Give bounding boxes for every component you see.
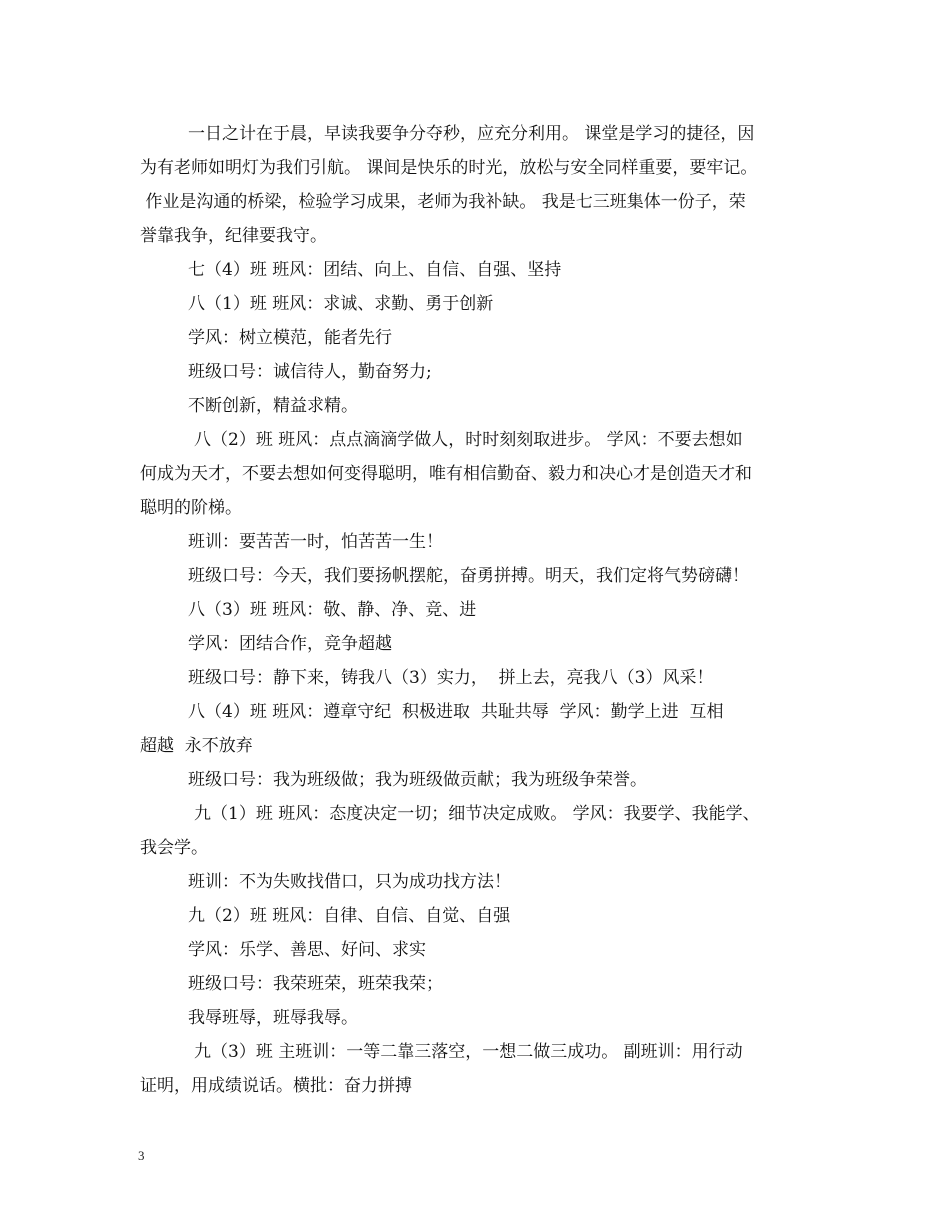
text-line: 何成为天才，不要去想如何变得聪明，唯有相信勤奋、毅力和决心才是创造天才和 [140,464,752,484]
text-line: 证明，用成绩说话。横批：奋力拼搏 [140,1076,412,1096]
text-line: 九（3）班 主班训：一等二靠三落空，一想二做三成功。 副班训：用行动 [194,1042,743,1062]
text-line: 九（2）班 班风：自律、自信、自觉、自强 [188,906,511,926]
text-line: 八（1）班 班风：求诚、求勤、勇于创新 [188,294,494,314]
text-line: 班级口号：我为班级做；我为班级做贡献；我为班级争荣誉。 [188,770,647,790]
text-line: 班训：不为失败找借口，只为成功找方法！ [188,872,511,892]
text-line: 学风：团结合作，竞争超越 [188,634,392,654]
text-line: 我会学。 [140,838,208,858]
text-line: 班训：要苦苦一时，怕苦苦一生！ [188,532,443,552]
text-line: 一日之计在于晨，早读我要争分夺秒，应充分利用。 课堂是学习的捷径，因 [188,124,755,144]
text-line: 八（2）班 班风：点点滴滴学做人，时时刻刻取进步。 学风：不要去想如 [194,430,743,450]
text-line: 班级口号：我荣班荣，班荣我荣； [188,974,443,994]
text-line: 八（4）班 班风：遵章守纪 积极进取 共耻共辱 学风：勤学上进 互相 [188,702,724,722]
text-line: 学风：树立模范，能者先行 [188,328,392,348]
document-body [140,117,820,1103]
text-line: 班级口号：静下来，铸我八（3）实力， 拼上去，亮我八（3）风采！ [188,668,714,688]
text-line: 班级口号：今天，我们要扬帆摆舵，奋勇拼搏。明天，我们定将气势磅礴！ [188,566,749,586]
text-line: 学风：乐学、善思、好问、求实 [188,940,426,960]
text-line: 不断创新，精益求精。 [188,396,358,416]
text-line: 班级口号：诚信待人，勤奋努力; [188,362,432,382]
text-line: 为有老师如明灯为我们引航。 课间是快乐的时光，放松与安全同样重要，要牢记。 [140,158,758,178]
text-line: 作业是沟通的桥梁，检验学习成果，老师为我补缺。 我是七三班集体一份子，荣 [140,192,746,212]
text-line: 九（1）班 班风：态度决定一切；细节决定成败。 学风：我要学、我能学、 [194,804,760,824]
text-line: 八（3）班 班风：敬、静、净、竞、进 [188,600,477,620]
text-line: 我辱班辱，班辱我辱。 [188,1008,358,1028]
text-line: 誉靠我争，纪律要我守。 [140,226,327,246]
page-number: 3 [138,1148,145,1163]
text-line: 聪明的阶梯。 [140,498,242,518]
text-line: 七（4）班 班风：团结、向上、自信、自强、坚持 [188,260,562,280]
text-line: 超越 永不放弃 [140,736,253,756]
